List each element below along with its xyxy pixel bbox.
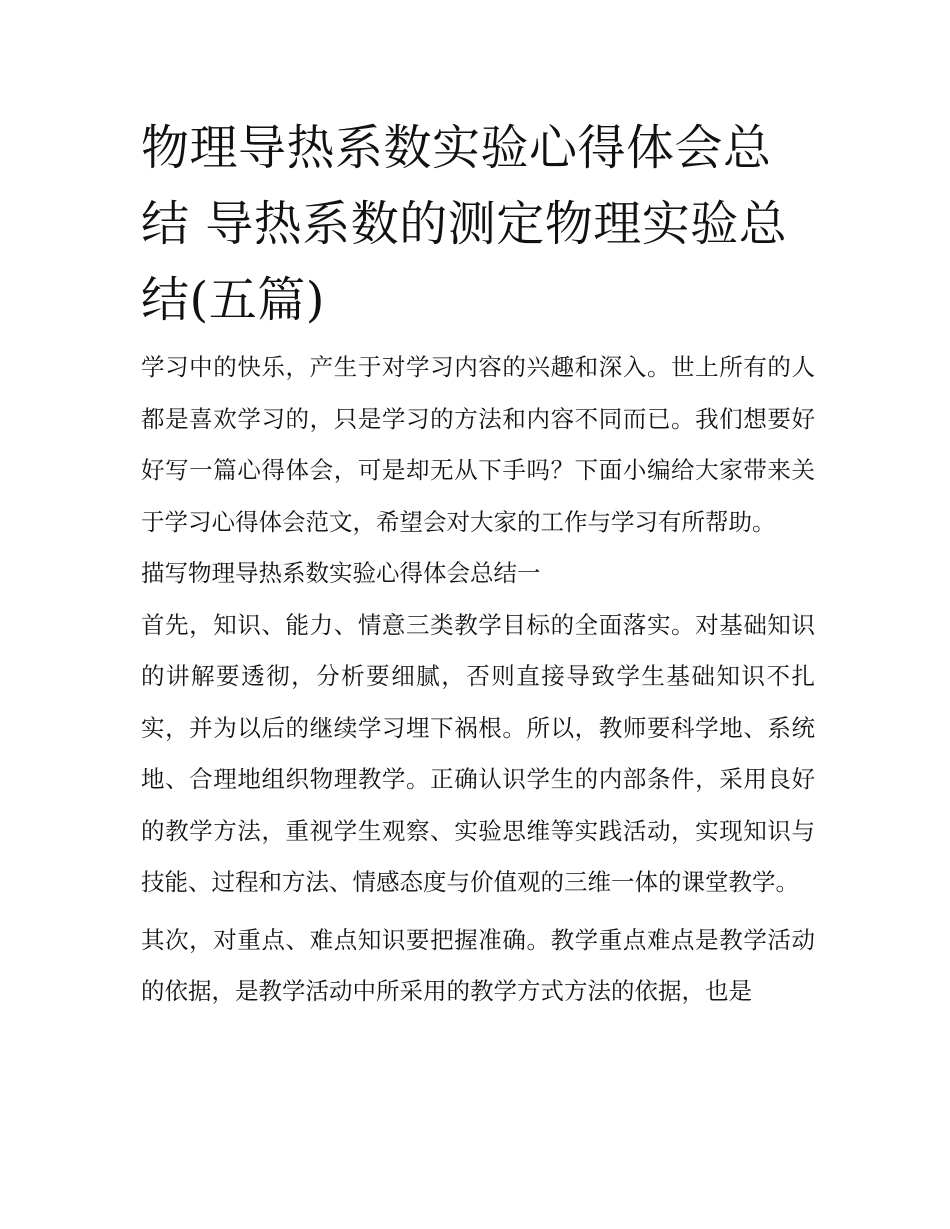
intro-paragraph: 学习中的快乐，产生于对学习内容的兴趣和深入。世上所有的人都是喜欢学习的，只是学习的方法和内容不同而已。我们想要好好写一篇心得体会，可是却无从下手吗？下面小编给大家带来关于学习心得体会范文，希望会对大家的工作与学习有所帮助。 [141,353,815,536]
body-paragraph: 首先，知识、能力、情意三类教学目标的全面落实。对基础知识的讲解要透彻，分析要细腻，否则直接导致学生基础知识不扎实，并为以后的继续学习埋下祸根。所以，教师要科学地、系统地、合理地组织物理教学。正确认识学生的内部条件，采用良好的教学方法，重视学生观察、实验思维等实践活动，实现知识与技能、过程和方法、情感态度与价值观的三维一体的课堂教学。 [141,610,815,896]
document-body [141,110,815,1018]
document-title: 物理导热系数实验心得体会总结 导热系数的测定物理实验总结(五篇) [141,120,788,328]
section-heading: 描写物理导热系数实验心得体会总结一 [141,559,541,587]
body-paragraph: 其次，对重点、难点知识要把握准确。教学重点难点是教学活动的依据，是教学活动中所采用的教学方式方法的依据，也是 [141,925,815,1005]
